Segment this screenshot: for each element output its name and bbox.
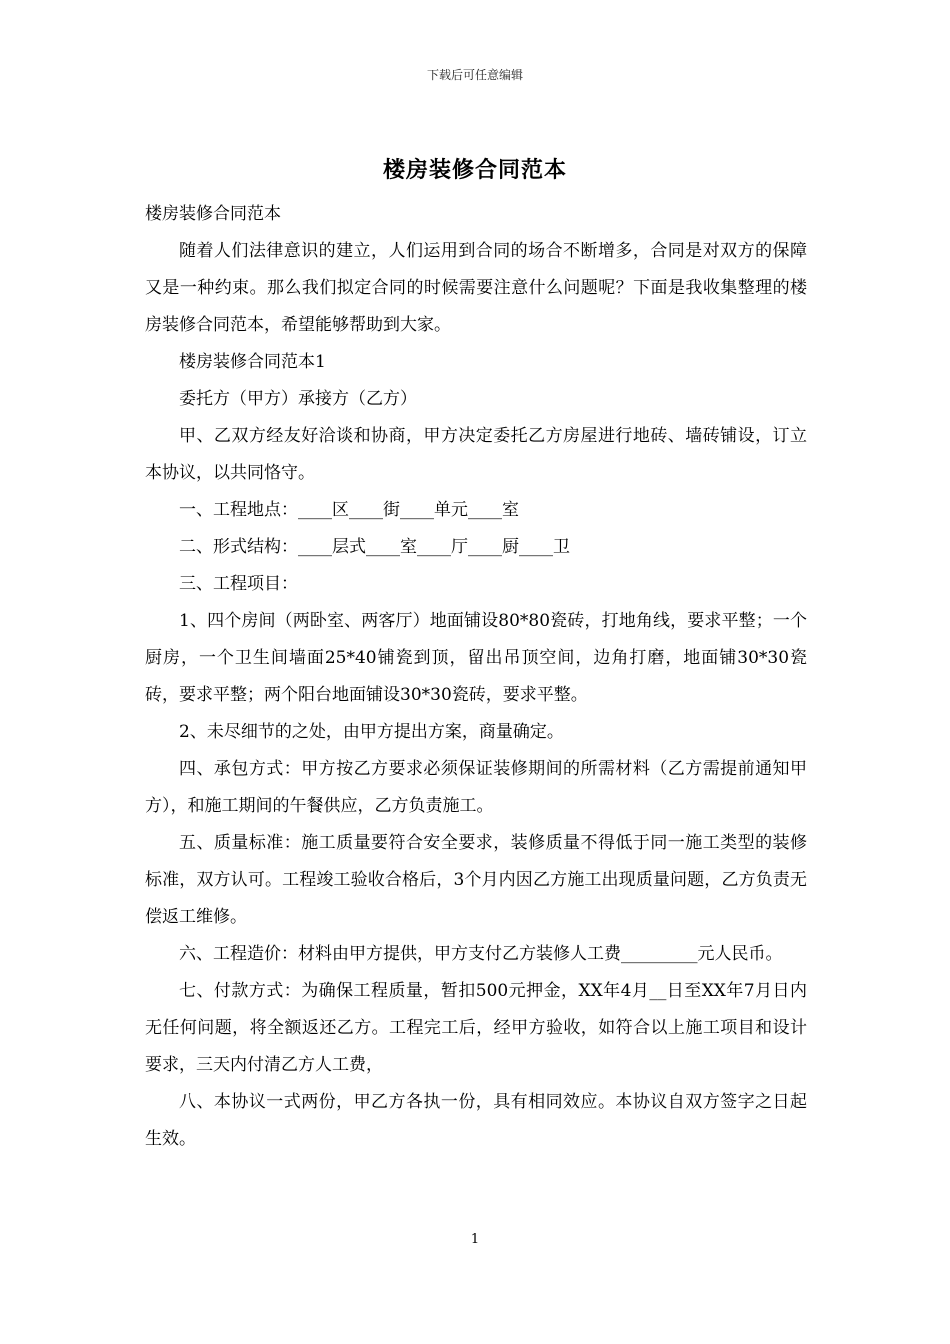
- paragraph-clause-6: 六、工程造价：材料由甲方提供，甲方支付乙方装修人工费_________元人民币。: [179, 944, 783, 964]
- paragraph-clause-5: 五、质量标准：施工质量要符合安全要求，装修质量不得低于同一施工类型的装修标准，双方认可。工程竣工验收合格后，3个月内因乙方施工出现质量问题，乙方负责无偿返工维修。: [145, 833, 807, 927]
- paragraph-intro: 随着人们法律意识的建立，人们运用到合同的场合不断增多，合同是对双方的保障又是一种约束。那么我们拟定合同的时候需要注意什么问题呢？下面是我收集整理的楼房装修合同范本，希望能够帮助到大家。: [145, 241, 807, 335]
- paragraph-parties: 委托方（甲方）承接方（乙方）: [179, 389, 417, 409]
- page-number: 1: [470, 1232, 480, 1247]
- paragraph-clause-3: 三、工程项目：: [179, 574, 298, 594]
- paragraph-item-2: 2、未尽细节的之处，由甲方提出方案，商量确定。: [179, 722, 564, 742]
- paragraph-clause-8: 八、本协议一式两份，甲乙方各执一份，具有相同效应。本协议自双方签字之日起生效。: [145, 1092, 807, 1149]
- paragraph-clause-7: 七、付款方式：为确保工程质量，暂扣500元押金，XX年4月__日至XX年7月日内无任何问题，将全额返还乙方。工程完工后，经甲方验收，如符合以上施工项目和设计要求，三天内付清乙方人工费，: [145, 981, 807, 1075]
- paragraph-sample-heading: 楼房装修合同范本1: [179, 352, 326, 372]
- paragraph-clause-1: 一、工程地点：____区____街____单元____室: [179, 500, 519, 520]
- paragraph-item-1: 1、四个房间（两卧室、两客厅）地面铺设80*80瓷砖，打地角线，要求平整；一个厨房，一个卫生间墙面25*40铺瓷到顶，留出吊顶空间，边角打磨，地面铺30*30瓷砖，要求平整；两个阳台地面铺设30*30瓷砖，要求平整。: [145, 611, 807, 705]
- paragraph-subtitle: 楼房装修合同范本: [145, 204, 281, 224]
- page-header: 下载后可任意编辑: [426, 68, 523, 82]
- document-body: [145, 196, 807, 1158]
- document-title: 楼房装修合同范本: [382, 157, 567, 183]
- paragraph-clause-4: 四、承包方式：甲方按乙方要求必须保证装修期间的所需材料（乙方需提前通知甲方），和施工期间的午餐供应，乙方负责施工。: [145, 759, 807, 816]
- paragraph-agreement: 甲、乙双方经友好洽谈和协商，甲方决定委托乙方房屋进行地砖、墙砖铺设，订立本协议，以共同恪守。: [145, 426, 807, 483]
- paragraph-clause-2: 二、形式结构：____层式____室____厅____厨____卫: [179, 537, 570, 557]
